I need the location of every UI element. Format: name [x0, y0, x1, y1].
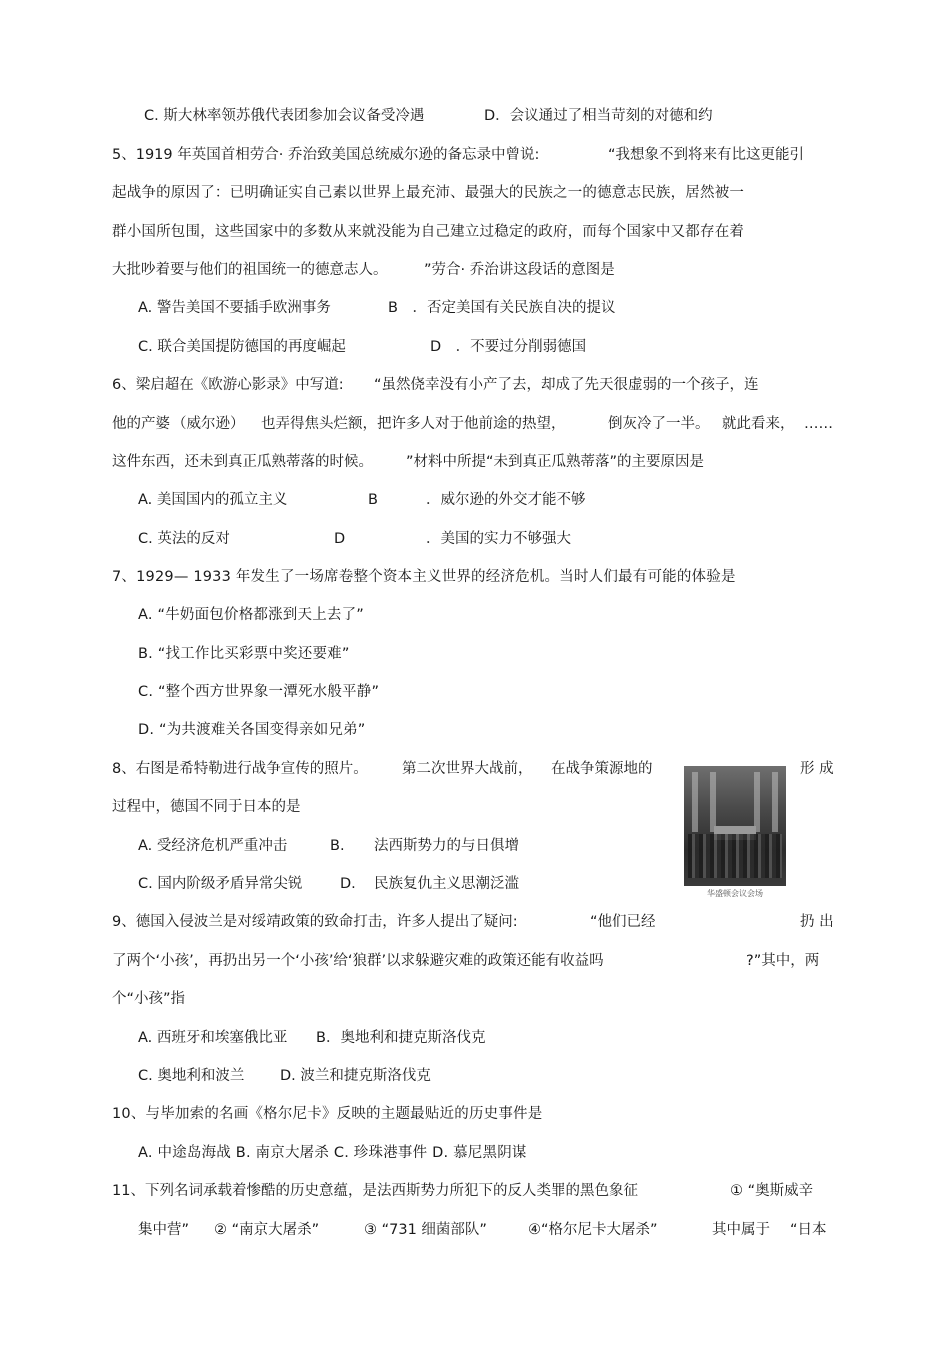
q8-option-a: A. 受经济危机严重冲击 — [138, 838, 288, 854]
q6-stem-line2f: 就此看来， — [722, 416, 795, 432]
q8-stem-line1c: 在战争策源地的 — [551, 761, 653, 777]
q7-option-a: A. “牛奶面包价格都涨到天上去了” — [138, 607, 365, 623]
q10-stem: 10、与毕加索的名画《格尔尼卡》反映的主题最贴近的历史事件是 — [112, 1106, 543, 1122]
q9-option-c: C. 奥地利和波兰 — [138, 1068, 245, 1084]
q6-option-d-letter: D — [334, 531, 346, 547]
q8-stem-line1b: 第二次世界大战前， — [402, 761, 533, 777]
q6-option-b: ．威尔逊的外交才能不够 — [426, 492, 586, 508]
q6-option-d: ．美国的实力不够强大 — [426, 531, 571, 547]
q11-stem-line2a: 集中营” — [138, 1222, 190, 1238]
q5-stem-line4b: ”劳合· 乔治讲这段话的意图是 — [424, 262, 615, 278]
q6-stem-line3b: ”材料中所提“未到真正瓜熟蒂落”的主要原因是 — [406, 454, 705, 470]
q9-stem-line1a: 9、德国入侵波兰是对绥靖政策的致命打击，许多人提出了疑问: — [112, 914, 518, 930]
q7-stem: 7、1929— 1933 年发生了一场席卷整个资本主义世界的经济危机。当时人们最有可能的体验是 — [112, 569, 736, 585]
q9-stem-line2a: 了两个‘小孩’，再扔出另一个‘小孩’给‘狼群’以求躲避灾难的政策还能有收益吗 — [112, 953, 604, 969]
q6-stem-line2e: 倒灰冷了一半。 — [608, 416, 710, 432]
q8-stem-line2: 过程中，德国不同于日本的是 — [112, 799, 301, 815]
q6-stem-line1b: “虽然侥幸没有小产了去，却成了先天很虚弱的一个孩子，连 — [374, 377, 759, 393]
q9-option-a: A. 西班牙和埃塞俄比亚 — [138, 1030, 288, 1046]
q5-stem-line4a: 大批吵着要与他们的祖国统一的德意志人。 — [112, 262, 388, 278]
q6-stem-line2d: 把许多人对于他前途的热望， — [377, 416, 566, 432]
hitler-propaganda-photo — [684, 766, 786, 903]
q11-stem-line2f: “日本 — [790, 1222, 827, 1238]
q9-stem-line1c: 扔 出 — [800, 914, 834, 930]
photo-caption: 华盛顿会议会场 — [707, 889, 763, 898]
q8-option-c: C. 国内阶级矛盾异常尖锐 — [138, 876, 303, 892]
q9-stem-line2b: ?”其中，两 — [746, 953, 820, 969]
q6-stem-line2a: 他的产婆 — [112, 416, 170, 432]
q9-stem-line3: 个“小孩”指 — [112, 991, 186, 1007]
q5-option-d: D ．不要过分削弱德国 — [430, 339, 587, 355]
q8-stem-line1a: 8、右图是希特勒进行战争宣传的照片。 — [112, 761, 368, 777]
q8-option-d-letter: D. — [340, 876, 356, 892]
q8-option-b: 法西斯势力的与日俱增 — [374, 838, 519, 854]
q9-stem-line1b: “他们已经 — [590, 914, 656, 930]
q6-stem-line2c: 也弄得焦头烂额， — [261, 416, 377, 432]
q5-stem-line1b: “我想象不到将来有比这更能引 — [608, 147, 805, 163]
q6-option-c: C. 英法的反对 — [138, 531, 230, 547]
q6-stem-line1a: 6、梁启超在《欧游心影录》中写道: — [112, 377, 344, 393]
q5-stem-line1a: 5、1919 年英国首相劳合· 乔治致美国总统威尔逊的备忘录中曾说: — [112, 147, 540, 163]
q6-stem-line3a: 这件东西，还未到真正瓜熟蒂落的时候。 — [112, 454, 373, 470]
q8-stem-line1d: 形 成 — [800, 761, 834, 777]
q4-option-d: D．会议通过了相当苛刻的对德和约 — [484, 108, 713, 124]
q11-stem-line1b: ① “奥斯威辛 — [730, 1183, 814, 1199]
q11-stem-line2c: ③ “731 细菌部队” — [364, 1222, 487, 1238]
q5-option-a: A. 警告美国不要插手欧洲事务 — [138, 300, 331, 316]
q6-option-a: A. 美国国内的孤立主义 — [138, 492, 288, 508]
q9-option-d: D. 波兰和捷克斯洛伐克 — [280, 1068, 431, 1084]
q7-option-d: D. “为共渡难关各国变得亲如兄弟” — [138, 722, 366, 738]
q6-option-b-letter: B — [368, 492, 378, 508]
q9-option-b: B．奥地利和捷克斯洛伐克 — [316, 1030, 486, 1046]
q5-option-b: B ．否定美国有关民族自决的提议 — [388, 300, 616, 316]
photo-image — [684, 766, 786, 886]
q10-options: A. 中途岛海战 B. 南京大屠杀 C. 珍珠港事件 D. 慕尼黑阴谋 — [138, 1145, 527, 1161]
q5-stem-line2: 起战争的原因了：已明确证实自己素以世界上最充沛、最强大的民族之一的德意志民族，居然被一 — [112, 185, 745, 201]
q5-stem-line3: 群小国所包围，这些国家中的多数从来就没能为自己建立过稳定的政府，而每个国家中又都存在着 — [112, 224, 745, 240]
q5-option-c: C. 联合美国提防德国的再度崛起 — [138, 339, 346, 355]
q6-stem-line2g: …… — [804, 416, 833, 432]
q11-stem-line2e: 其中属于 — [712, 1222, 770, 1238]
q8-option-b-letter: B. — [330, 838, 345, 854]
q7-option-b: B. “找工作比买彩票中奖还要难” — [138, 646, 350, 662]
q7-option-c: C. “整个西方世界象一潭死水般平静” — [138, 684, 380, 700]
q11-stem-line1a: 11、下列名词承载着惨酷的历史意蕴，是法西斯势力所犯下的反人类罪的黑色象征 — [112, 1183, 638, 1199]
q11-stem-line2d: ④“格尔尼卡大屠杀” — [528, 1222, 658, 1238]
q4-option-c: C. 斯大林率领苏俄代表团参加会议备受冷遇 — [144, 108, 425, 124]
q8-option-d: 民族复仇主义思潮泛滥 — [374, 876, 519, 892]
q6-stem-line2b: （威尔逊） — [172, 416, 245, 432]
q11-stem-line2b: ② “南京大屠杀” — [214, 1222, 320, 1238]
